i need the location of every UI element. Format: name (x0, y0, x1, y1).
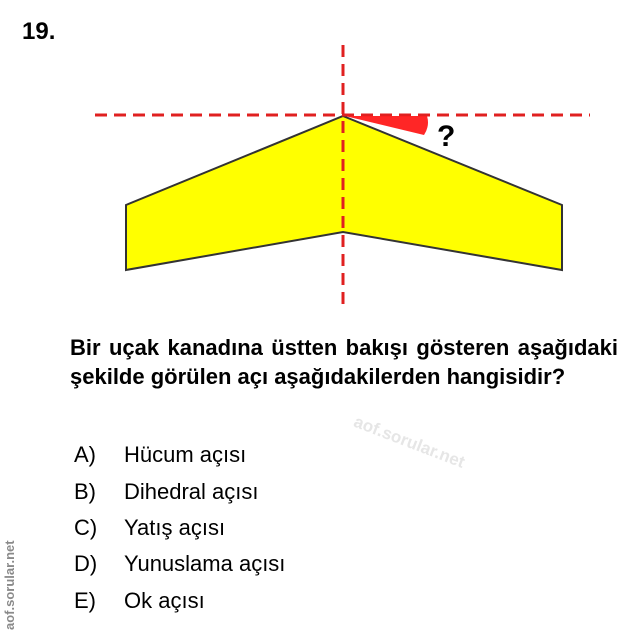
option-a[interactable] (74, 440, 246, 470)
question-number: 19. (22, 18, 56, 45)
watermark-diagonal: aof.sorular.net (351, 412, 468, 472)
option-text: Yatış açısı (124, 515, 226, 540)
option-c[interactable] (74, 513, 225, 543)
option-e[interactable] (74, 586, 205, 616)
option-text: Hücum açısı (124, 442, 247, 467)
question-text: Bir uçak kanadına üstten bakışı gösteren aşağıdaki şekilde görülen açı aşağıdakilerden hangisidir? (70, 335, 618, 389)
question-mark: ? (437, 120, 456, 153)
option-b[interactable] (74, 477, 259, 507)
option-letter: D) (74, 551, 98, 576)
option-text: Ok açısı (124, 588, 205, 613)
option-letter: E) (74, 588, 96, 613)
watermark-side: aof.sorular.net (2, 540, 17, 630)
option-letter: A) (74, 442, 96, 467)
option-d[interactable] (74, 549, 285, 579)
option-letter: B) (74, 479, 96, 504)
option-text: Yunuslama açısı (124, 551, 286, 576)
option-letter: C) (74, 515, 98, 540)
option-text: Dihedral açısı (124, 479, 259, 504)
